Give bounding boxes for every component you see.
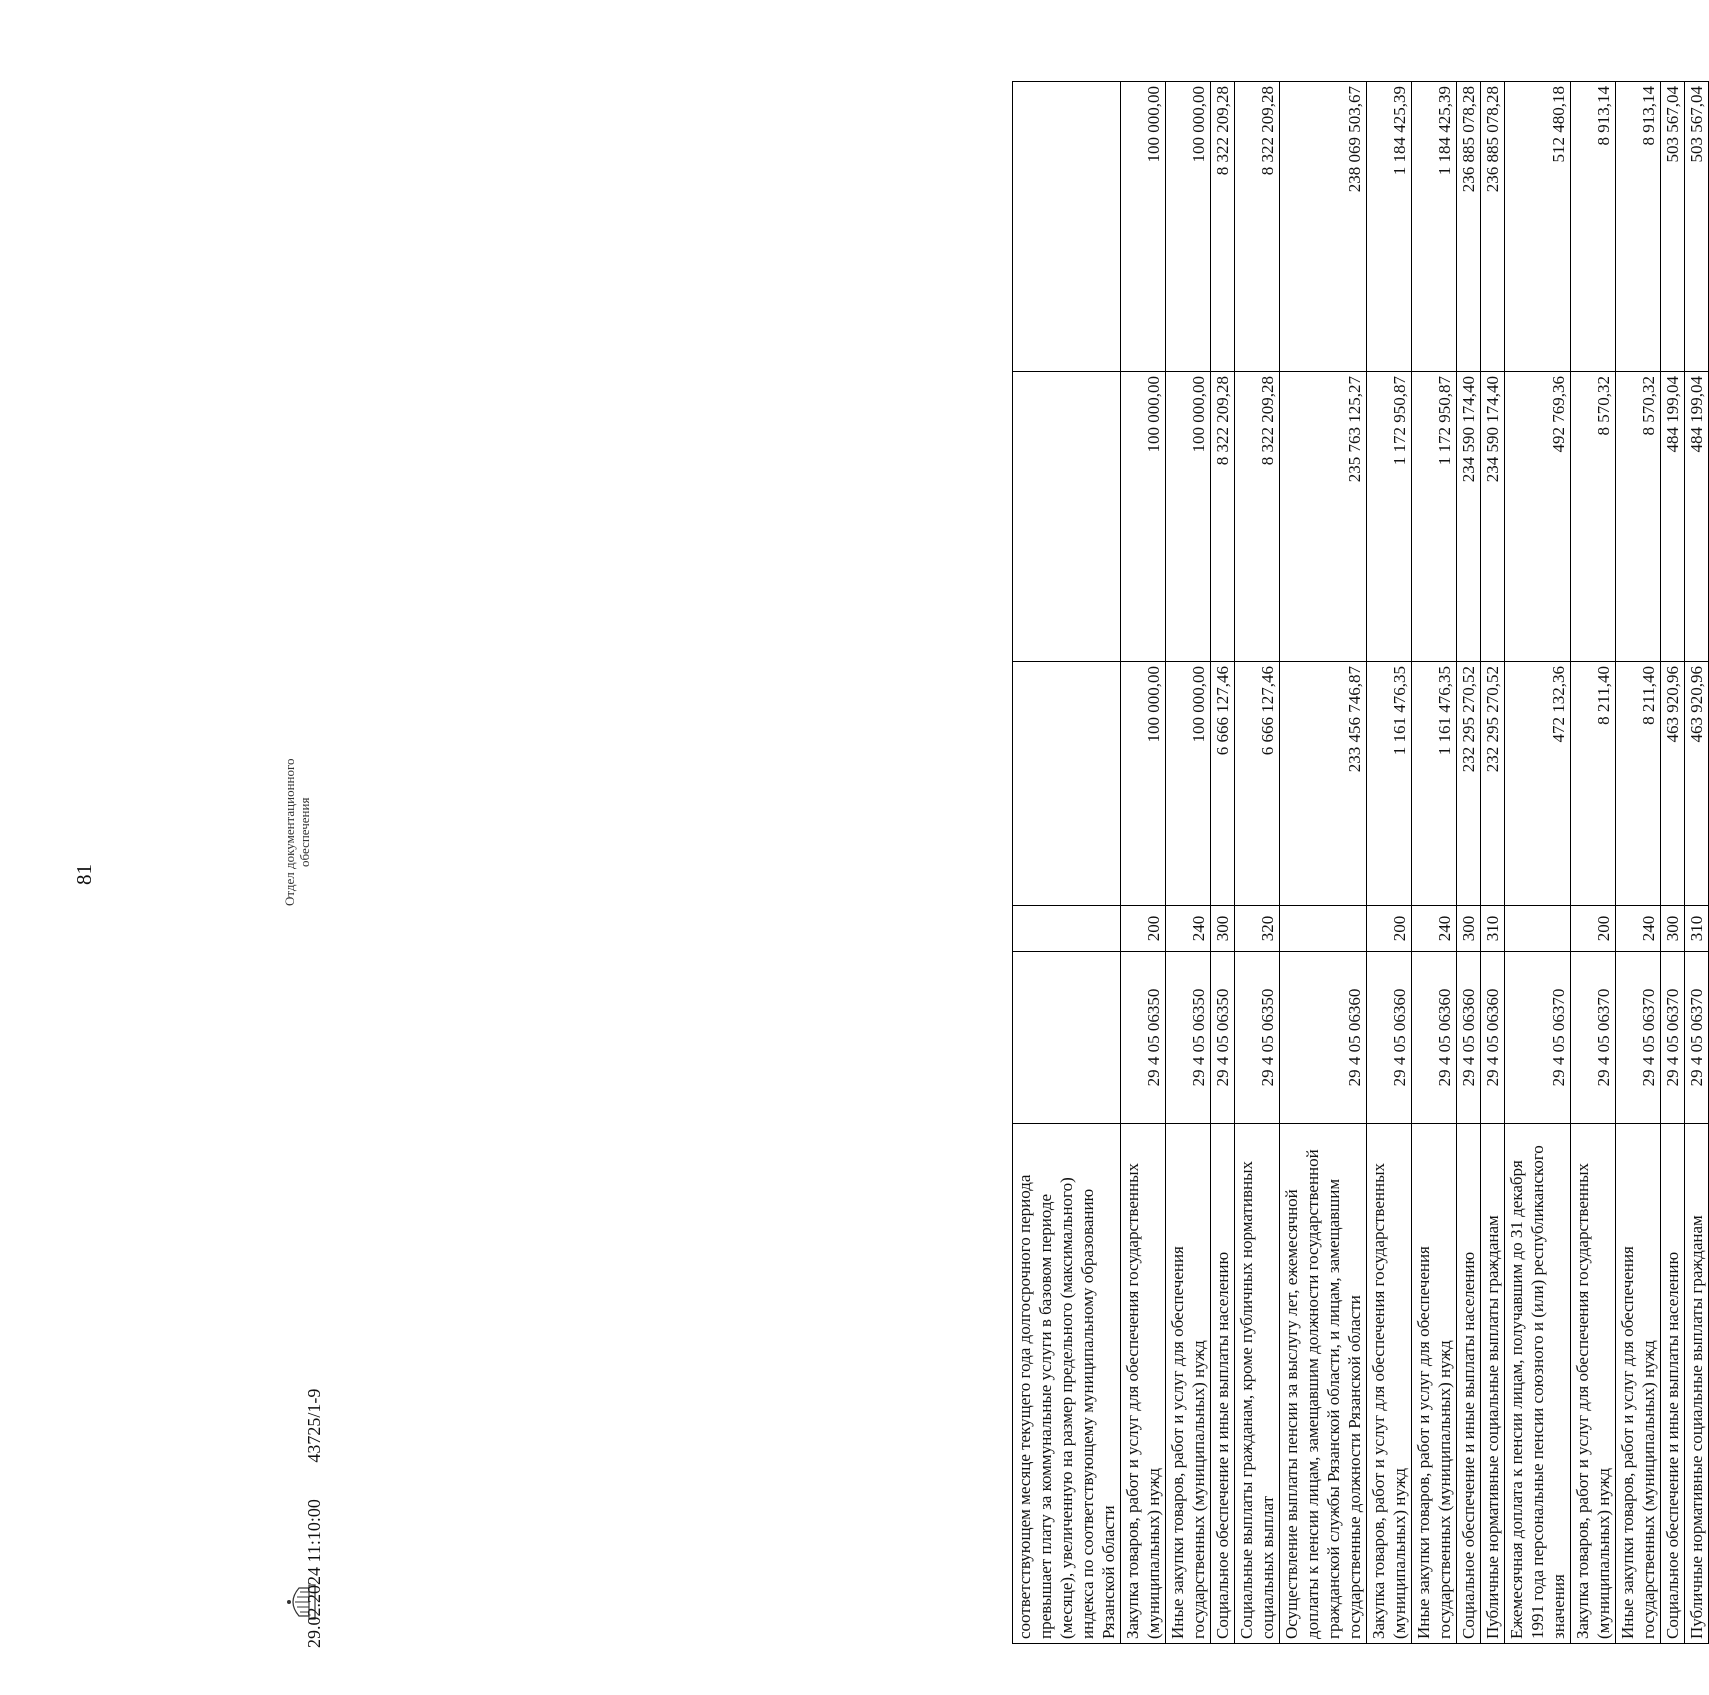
row-name: Иные закупки товаров, работ и услуг для обеспечения государственных (муниципальных) нужд (1166, 1124, 1211, 1644)
table-row (1661, 82, 1685, 1644)
table-row (1211, 82, 1235, 1644)
row-name: Осуществление выплаты пенсии за выслугу лет, ежемесячной доплаты к пенсии лицам, замещавшим должности государственной гражданской службы Рязанской области, и лицам, замещавшим государственные должности Рязанской области (1280, 1124, 1367, 1644)
row-name: Социальное обеспечение и иные выплаты населению (1457, 1124, 1481, 1644)
row-amount-1: 463 920,96 (1661, 662, 1685, 906)
row-expense-type (1013, 906, 1121, 952)
table-body (1013, 82, 1709, 1644)
row-amount-2: 100 000,00 (1166, 372, 1211, 662)
row-name: Ежемесячная доплата к пенсии лицам, получавшим до 31 декабря 1991 года персональные пенсии союзного и (или) республиканского значения (1505, 1124, 1571, 1644)
row-amount-1: 6 666 127,46 (1235, 662, 1280, 906)
row-code: 29 4 05 06350 (1235, 952, 1280, 1124)
row-expense-type: 300 (1211, 906, 1235, 952)
table-row (1013, 82, 1121, 1644)
row-amount-3: 1 184 425,39 (1412, 82, 1457, 372)
department-stamp (282, 759, 312, 907)
row-amount-2: 8 570,32 (1616, 372, 1661, 662)
table-row (1235, 82, 1280, 1644)
row-code: 29 4 05 06360 (1367, 952, 1412, 1124)
row-amount-3: 503 567,04 (1685, 82, 1709, 372)
row-amount-3: 100 000,00 (1121, 82, 1166, 372)
row-name: Публичные нормативные социальные выплаты гражданам (1685, 1124, 1709, 1644)
budget-table (1012, 81, 1709, 1644)
footer-doc-id: 43725/1-9 (304, 1388, 324, 1463)
row-expense-type: 300 (1457, 906, 1481, 952)
row-code: 29 4 05 06360 (1457, 952, 1481, 1124)
row-expense-type: 310 (1685, 906, 1709, 952)
row-amount-2: 492 769,36 (1505, 372, 1571, 662)
row-amount-1: 6 666 127,46 (1211, 662, 1235, 906)
row-expense-type: 320 (1235, 906, 1280, 952)
row-amount-1 (1013, 662, 1121, 906)
table-row (1457, 82, 1481, 1644)
row-name: Социальное обеспечение и иные выплаты населению (1661, 1124, 1685, 1644)
row-amount-3: 8 322 209,28 (1235, 82, 1280, 372)
stamp-line-1: Отдел документационного (282, 758, 297, 906)
table-row (1571, 82, 1616, 1644)
table-row (1280, 82, 1367, 1644)
row-amount-3 (1013, 82, 1121, 372)
row-amount-1: 100 000,00 (1121, 662, 1166, 906)
row-name: Иные закупки товаров, работ и услуг для обеспечения государственных (муниципальных) нужд (1616, 1124, 1661, 1644)
row-amount-3: 1 184 425,39 (1367, 82, 1412, 372)
page-number: 81 (72, 864, 96, 885)
budget-table-rotated (1012, 82, 1709, 1644)
row-name: Закупка товаров, работ и услуг для обеспечения государственных (муниципальных) нужд (1121, 1124, 1166, 1644)
row-amount-1: 472 132,36 (1505, 662, 1571, 906)
row-amount-2: 8 322 209,28 (1235, 372, 1280, 662)
table-row (1505, 82, 1571, 1644)
row-amount-1: 232 295 270,52 (1457, 662, 1481, 906)
row-amount-3: 8 322 209,28 (1211, 82, 1235, 372)
row-expense-type: 240 (1412, 906, 1457, 952)
row-code: 29 4 05 06360 (1412, 952, 1457, 1124)
row-amount-1: 8 211,40 (1571, 662, 1616, 906)
row-amount-2: 8 570,32 (1571, 372, 1616, 662)
row-amount-3: 236 885 078,28 (1481, 82, 1505, 372)
row-expense-type: 200 (1121, 906, 1166, 952)
row-expense-type: 200 (1571, 906, 1616, 952)
row-amount-2: 1 172 950,87 (1412, 372, 1457, 662)
row-expense-type: 310 (1481, 906, 1505, 952)
row-amount-1: 1 161 476,35 (1367, 662, 1412, 906)
row-expense-type: 200 (1367, 906, 1412, 952)
row-amount-3: 8 913,14 (1616, 82, 1661, 372)
row-amount-2: 234 590 174,40 (1481, 372, 1505, 662)
row-amount-1: 100 000,00 (1166, 662, 1211, 906)
row-name: Иные закупки товаров, работ и услуг для обеспечения государственных (муниципальных) нужд (1412, 1124, 1457, 1644)
row-code: 29 4 05 06350 (1211, 952, 1235, 1124)
footer-meta (304, 1357, 325, 1648)
row-code: 29 4 05 06360 (1481, 952, 1505, 1124)
row-code: 29 4 05 06360 (1280, 952, 1367, 1124)
row-amount-2: 484 199,04 (1685, 372, 1709, 662)
row-amount-3: 8 913,14 (1571, 82, 1616, 372)
row-code (1013, 952, 1121, 1124)
row-expense-type: 240 (1166, 906, 1211, 952)
row-name: соответствующем месяце текущего года долгосрочного периода превышает плату за коммунальные услуги в базовом периоде (месяце), увеличенную на размер предельного (максимального) индекса по соответствующему муниципальному образованию Рязанской области (1013, 1124, 1121, 1644)
row-code: 29 4 05 06370 (1616, 952, 1661, 1124)
row-expense-type (1505, 906, 1571, 952)
row-amount-1: 233 456 746,87 (1280, 662, 1367, 906)
table-row (1616, 82, 1661, 1644)
stamp-line-2: обеспечения (297, 797, 312, 867)
row-name: Публичные нормативные социальные выплаты гражданам (1481, 1124, 1505, 1644)
row-amount-3: 236 885 078,28 (1457, 82, 1481, 372)
table-row (1367, 82, 1412, 1644)
row-expense-type: 300 (1661, 906, 1685, 952)
table-row (1685, 82, 1709, 1644)
row-amount-3: 100 000,00 (1166, 82, 1211, 372)
row-name: Социальное обеспечение и иные выплаты населению (1211, 1124, 1235, 1644)
row-amount-2 (1013, 372, 1121, 662)
table-row (1166, 82, 1211, 1644)
row-amount-3: 503 567,04 (1661, 82, 1685, 372)
row-amount-3: 238 069 503,67 (1280, 82, 1367, 372)
row-amount-2: 1 172 950,87 (1367, 372, 1412, 662)
row-code: 29 4 05 06370 (1505, 952, 1571, 1124)
row-expense-type (1280, 906, 1367, 952)
row-code: 29 4 05 06350 (1166, 952, 1211, 1124)
table-row (1121, 82, 1166, 1644)
row-code: 29 4 05 06350 (1121, 952, 1166, 1124)
row-amount-3: 512 480,18 (1505, 82, 1571, 372)
row-name: Закупка товаров, работ и услуг для обеспечения государственных (муниципальных) нужд (1367, 1124, 1412, 1644)
row-amount-1: 8 211,40 (1616, 662, 1661, 906)
table-row (1412, 82, 1457, 1644)
row-amount-2: 8 322 209,28 (1211, 372, 1235, 662)
row-code: 29 4 05 06370 (1661, 952, 1685, 1124)
row-amount-1: 1 161 476,35 (1412, 662, 1457, 906)
row-amount-2: 484 199,04 (1661, 372, 1685, 662)
row-amount-1: 232 295 270,52 (1481, 662, 1505, 906)
row-code: 29 4 05 06370 (1571, 952, 1616, 1124)
row-name: Социальные выплаты гражданам, кроме публичных нормативных социальных выплат (1235, 1124, 1280, 1644)
row-name: Закупка товаров, работ и услуг для обеспечения государственных (муниципальных) нужд (1571, 1124, 1616, 1644)
row-amount-2: 235 763 125,27 (1280, 372, 1367, 662)
row-amount-2: 234 590 174,40 (1457, 372, 1481, 662)
row-amount-1: 463 920,96 (1685, 662, 1709, 906)
footer-date: 29.02.2024 11:10:00 (304, 1499, 324, 1648)
row-expense-type: 240 (1616, 906, 1661, 952)
row-amount-2: 100 000,00 (1121, 372, 1166, 662)
table-row (1481, 82, 1505, 1644)
row-code: 29 4 05 06370 (1685, 952, 1709, 1124)
